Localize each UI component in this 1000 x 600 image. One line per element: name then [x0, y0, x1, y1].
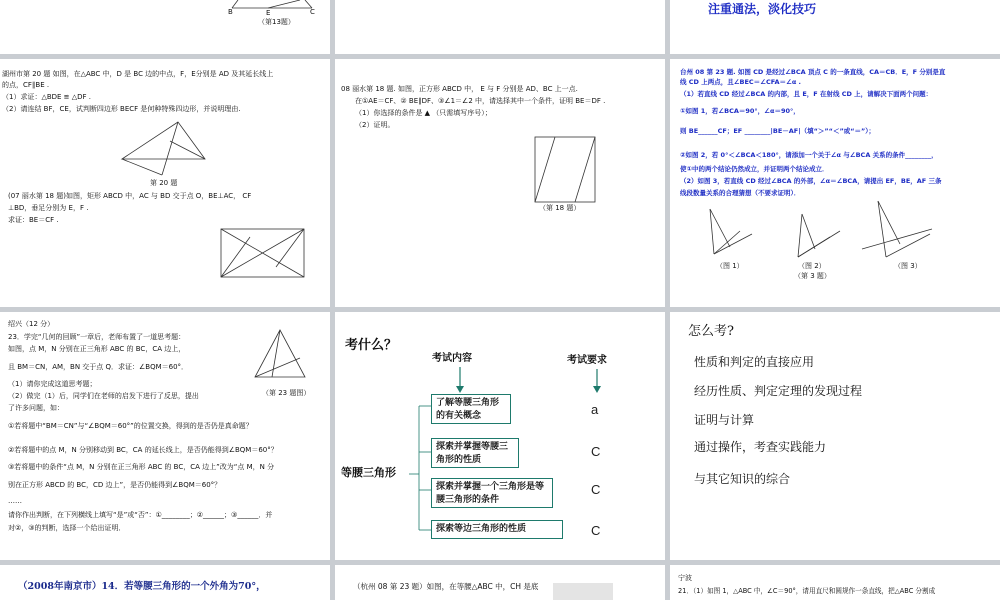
problem-line: 的点，CF∥BE .	[2, 81, 50, 89]
problem-line: 求证：BE＝CF .	[8, 216, 59, 224]
figure-caption: （第 3 题）	[794, 272, 831, 280]
problem-line: ②如图 2，若 0°＜∠BCA＜180°，请添加一个关于∠α 与∠BCA 关系的条件________，	[680, 151, 938, 159]
problem-line: ①如图 1，若∠BCA＝90°，∠α＝90°，	[680, 107, 800, 115]
problem-line: 使①中的两个结论仍然成立，并证明两个结论成立．	[680, 165, 829, 173]
slide-r2-c3[interactable]	[670, 59, 1000, 307]
problem-line: （1）若直线 CD 经过∠BCA 的内部，且 E，F 在射线 CD 上，请解决下面两个问题：	[680, 90, 933, 98]
column-header-content: 考试内容	[432, 353, 472, 364]
problem-line: （2）做完（1）后，同学们在老师的启发下进行了反思，提出	[8, 392, 199, 400]
problem-line: 了许多问题，如：	[8, 404, 64, 412]
slide-r3-c1[interactable]	[0, 312, 330, 560]
problem-line: （杭州 08 第 23 题）如图，在等腰△ABC 中，CH 是底	[353, 582, 539, 591]
problem-line: （2）如图 3，若直线 CD 经过∠BCA 的外部，∠α＝∠BCA，请提出 EF，BE，AF 三条	[680, 177, 942, 185]
requirement-level: C	[591, 482, 601, 497]
problem-line: （1）请你完成这道思考题；	[8, 380, 97, 388]
exam-point: 与其它知识的综合	[694, 472, 791, 486]
content-item-conditions[interactable]: 探索并掌握一个三角形是等腰三角形的条件	[431, 478, 553, 508]
slide-r4-c2[interactable]	[335, 565, 665, 600]
problem-line: 23．学完“几何的回顾”一章后，老师布置了一道思考题：	[8, 333, 186, 341]
content-item-properties[interactable]: 探索并掌握等腰三角形的性质	[431, 438, 519, 468]
root-topic: 等腰三角形	[341, 466, 396, 479]
rectangle-figure-18	[0, 59, 330, 307]
problem-line: (07 丽水第 18 题)如图，矩形 ABCD 中，AC 与 BD 交于点 O，BE⊥AC， CF	[8, 192, 252, 200]
exam-point: 通过操作，考查实践能力	[694, 440, 827, 454]
slide-r4-c1[interactable]	[0, 565, 330, 600]
triangle-figure-13	[0, 0, 330, 54]
requirement-level: a	[591, 402, 599, 417]
exam-point: 证明与计算	[694, 413, 755, 427]
slide-r3-c2[interactable]	[335, 312, 665, 560]
slide-r4-c3[interactable]	[670, 565, 1000, 600]
triangle-figure-23	[0, 312, 330, 560]
requirement-level: C	[591, 444, 601, 459]
figure-caption: （第13题）	[258, 18, 295, 26]
column-header-requirement: 考试要求	[567, 355, 607, 366]
label-c: C	[310, 8, 315, 16]
problem-line: 21．（1）如图 1，△ABC 中，∠C＝90°，请用直尺和圆规作一条直线，把△ABC 分割成	[678, 587, 936, 595]
problem-line: 线段数量关系的合理猜想（不要求证明）．	[680, 189, 801, 197]
problem-line: 如图，点 M，N 分别在正三角形 ABC 的 BC，CA 边上，	[8, 345, 186, 353]
square-figure-18	[335, 59, 665, 307]
label-b: B	[228, 8, 233, 16]
problem-line: （2008年南京市）14．若等腰三角形的一个外角为70°，	[18, 581, 266, 592]
problem-line: ……	[8, 497, 22, 505]
problem-line: （2）请连结 BF，CE，试判断四边形 BECF 是何种特殊四边形，并说明理由.	[2, 105, 241, 113]
problem-line: 宁波	[678, 574, 692, 582]
problem-line: ⊥BD，垂足分别为 E，F .	[8, 204, 89, 212]
figure-thumbnail	[553, 583, 613, 600]
slide-r3-c3[interactable]	[670, 312, 1000, 560]
figure-caption: 第 20 题	[150, 179, 178, 187]
problem-line: ①若将题中“BM＝CN”与“∠BQM＝60°”的位置交换，得到的是否仍是真命题？	[8, 422, 253, 430]
problem-line: ③若将题中的条件“点 M，N 分别在正三角形 ABC 的 BC，CA 边上”改为“点 M，N 分	[8, 463, 275, 471]
problem-line: 则 BE______CF；EF ________|BE－AF|（填“＞”“＜”或“＝”）；	[680, 127, 876, 135]
problem-line: 对②，③的判断，选择一个给出证明．	[8, 524, 126, 532]
figure-caption: （图 2）	[798, 262, 826, 270]
problem-line: 湖州市第 20 题 如图，在△ABC 中，D 是 BC 边的中点，F，E分别是 AD 及其延长线上	[2, 70, 274, 78]
figure-caption: （第 18 题）	[539, 204, 581, 212]
figure-caption: （第 23 题图）	[262, 389, 311, 397]
problem-line: 线 CD 上两点，且∠BEC＝∠CFA＝∠α .	[680, 78, 802, 86]
problem-line: 绍兴（12 分）	[8, 320, 55, 328]
problem-line: 台州 08 第 23 题. 如图 CD 是经过∠BCA 顶点 C 的一条直线，CA＝CB．E，F 分别是直	[680, 68, 946, 76]
content-item-equilateral[interactable]: 探索等边三角形的性质	[431, 520, 563, 539]
problem-line: 在①AE＝CF、② BE∥DF、③∠1＝∠2 中，请选择其中一个条件，证明 BE＝DF .	[355, 97, 606, 105]
problem-line: （2）证明。	[355, 121, 395, 129]
section-title: 怎么考?	[688, 324, 734, 339]
slide-r1-c2[interactable]	[335, 0, 665, 54]
content-item-concept[interactable]: 了解等腰三角形的有关概念	[431, 394, 511, 424]
figure-caption: （图 1）	[716, 262, 744, 270]
problem-line: 08 丽水第 18 题. 如图，正方形 ABCD 中， E 与 F 分别是 AD、BC 上一点.	[341, 85, 578, 93]
figure-caption: （图 3）	[894, 262, 922, 270]
section-title: 考什么？	[345, 338, 398, 353]
requirement-level: C	[591, 523, 601, 538]
slide-r2-c1[interactable]	[0, 59, 330, 307]
exam-point: 经历性质、判定定理的发现过程	[694, 384, 863, 398]
problem-line: 请你作出判断，在下列横线上填写“是”或“否”：①________；②______；③______．并	[8, 511, 273, 519]
problem-line: （1）求证：△BDE ≌ △DF .	[2, 93, 92, 101]
exam-point: 性质和判定的直接应用	[694, 355, 815, 369]
problem-line: 别在正方形 ABCD 的 BC，CD 边上”，是否仍能得到∠BQM＝60°？	[8, 481, 222, 489]
label-e: E	[266, 9, 271, 17]
slide-r2-c2[interactable]	[335, 59, 665, 307]
problem-line: 且 BM＝CN，AM，BN 交于点 Q．求证：∠BQM＝60°．	[8, 363, 189, 371]
problem-line: （1）你选择的条件是 ▲ （只需填写序号）；	[355, 109, 492, 117]
slide-r1-c1[interactable]	[0, 0, 330, 54]
slogan-text: 注重通法，淡化技巧	[708, 2, 817, 16]
slide-r1-c3[interactable]	[670, 0, 1000, 54]
problem-line: ②若将题中的点 M，N 分别移动到 BC，CA 的延长线上，是否仍能得到∠BQM＝60°？	[8, 446, 278, 454]
